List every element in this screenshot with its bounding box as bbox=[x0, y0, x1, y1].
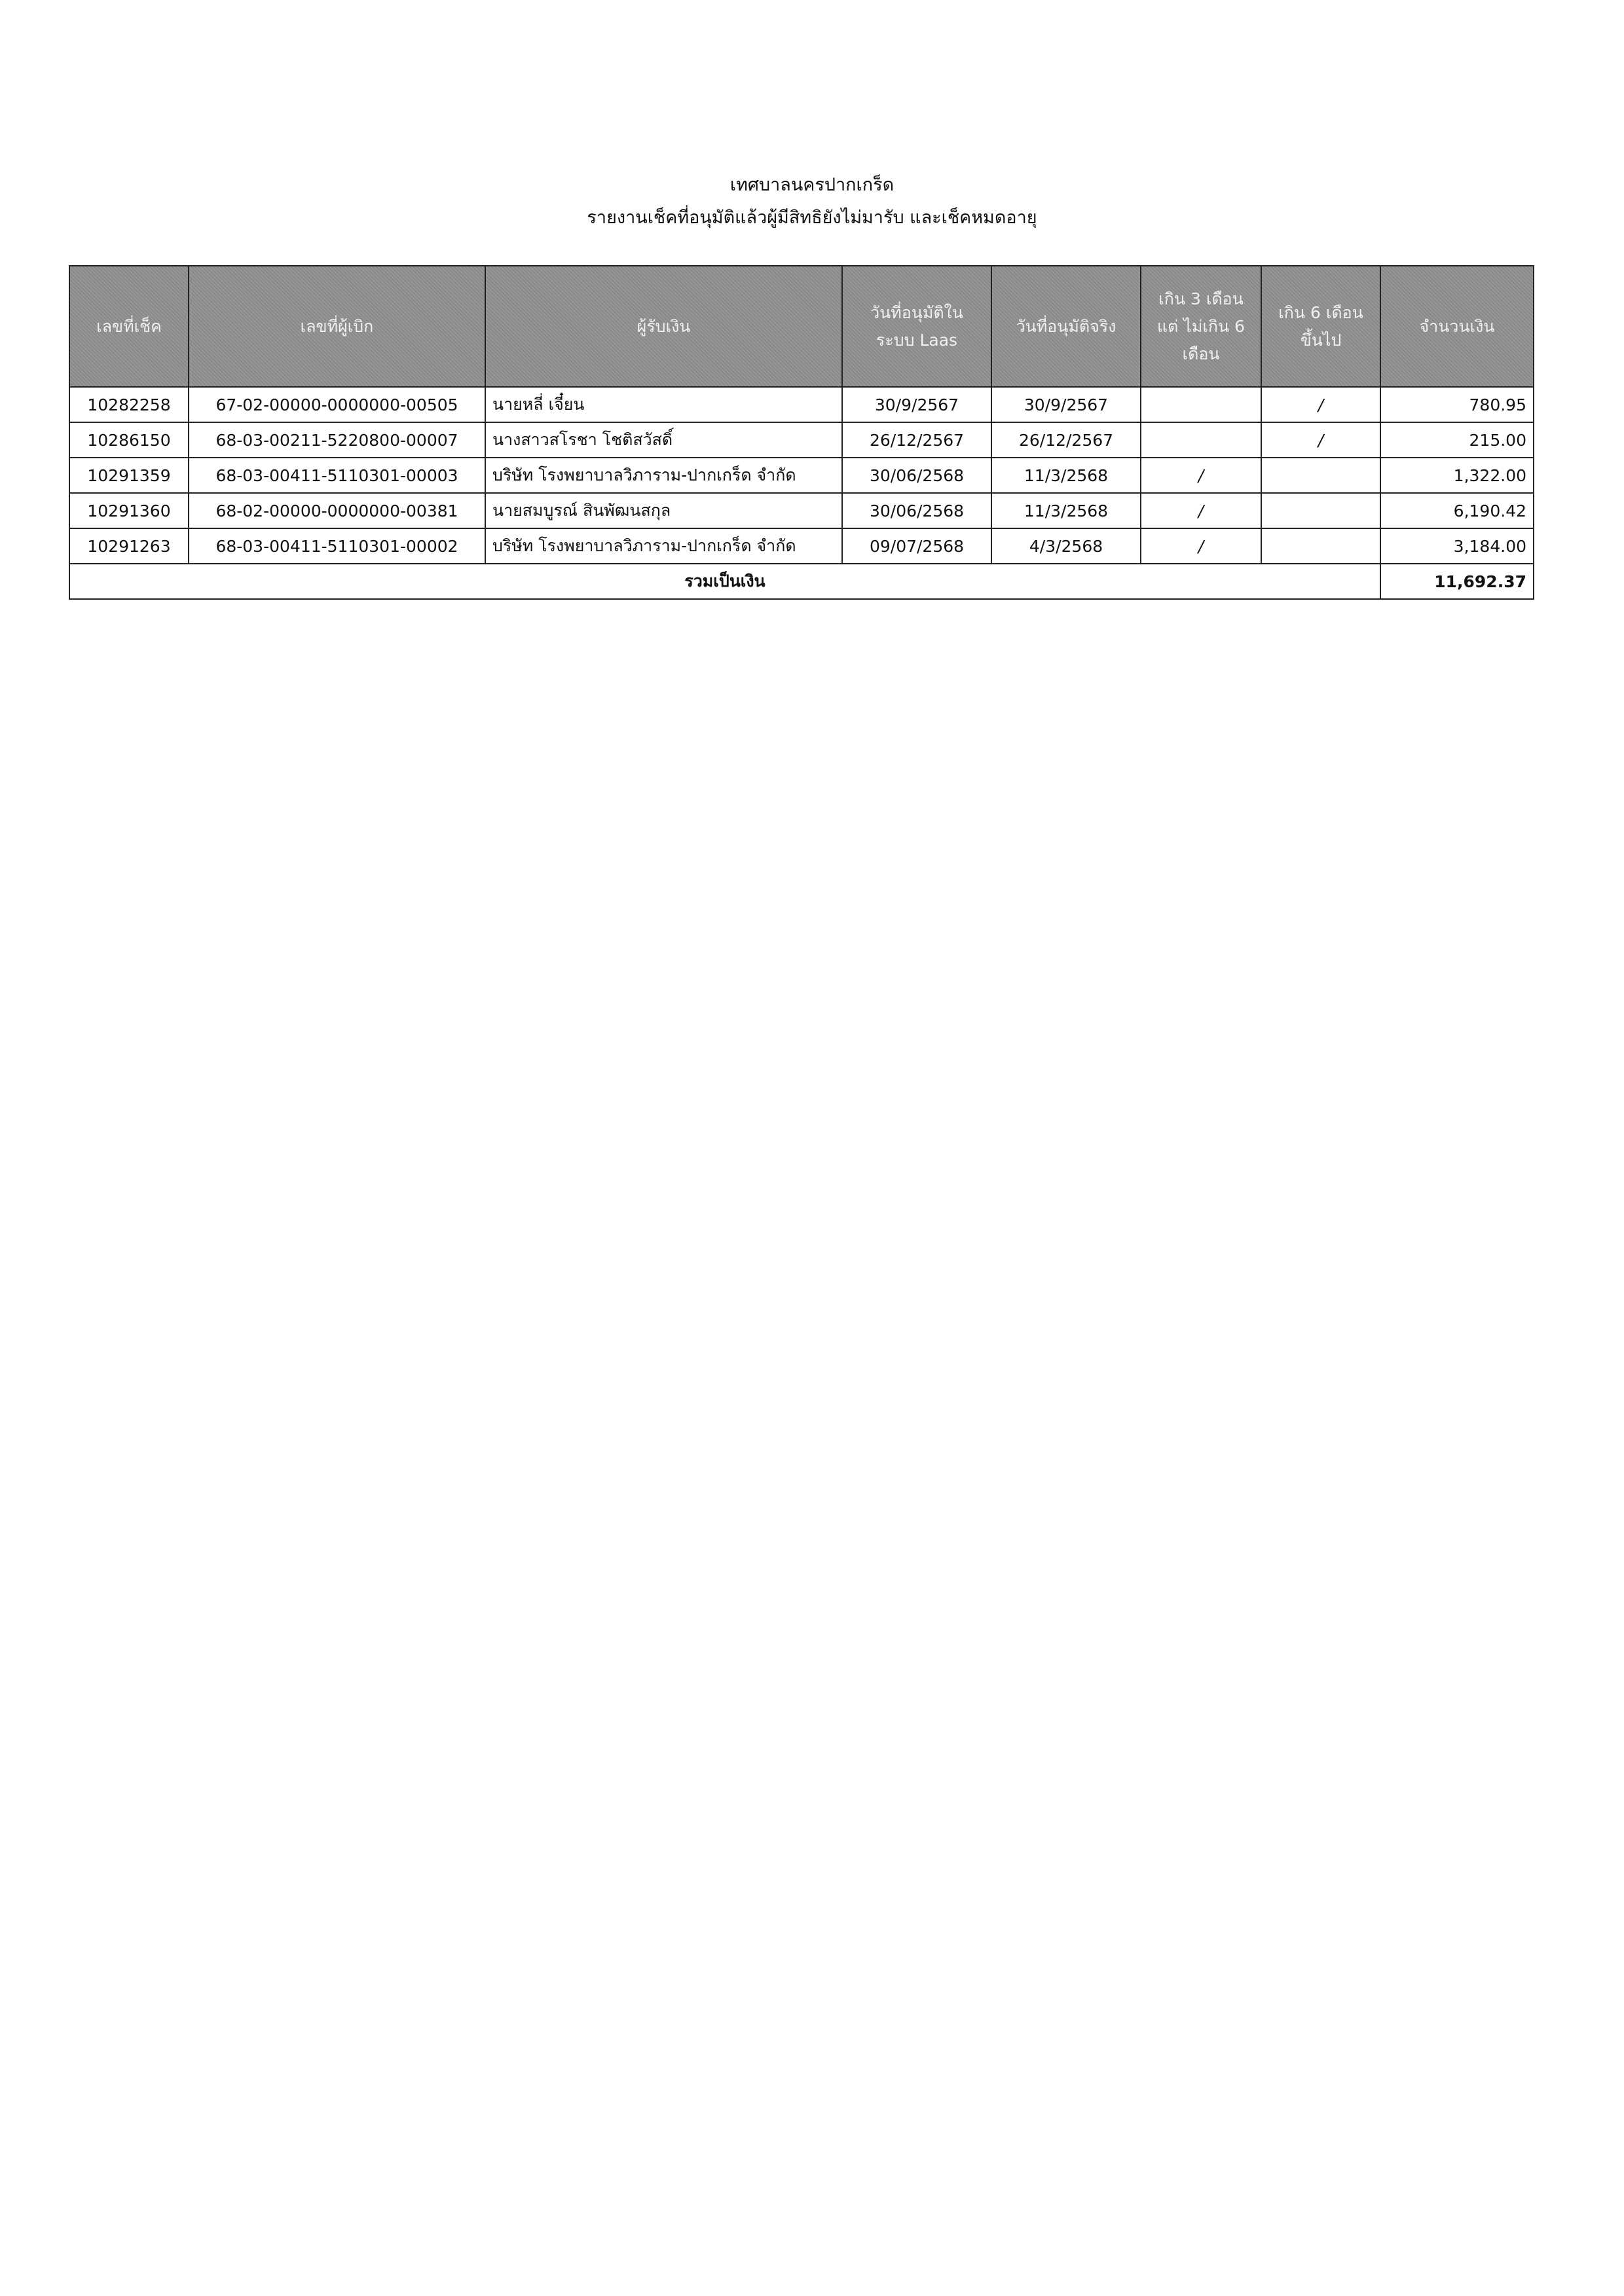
cell-amount: 3,184.00 bbox=[1380, 528, 1534, 564]
cell-approved-actual: 4/3/2568 bbox=[991, 528, 1141, 564]
total-label: รวมเป็นเงิน bbox=[69, 564, 1380, 599]
table-row bbox=[69, 458, 1534, 493]
table-row bbox=[69, 422, 1534, 458]
cell-approved-actual: 11/3/2568 bbox=[991, 458, 1141, 493]
cell-payer-no: 68-03-00411-5110301-00002 bbox=[189, 528, 485, 564]
cell-payer-no: 68-02-00000-0000000-00381 bbox=[189, 493, 485, 528]
cell-payee: บริษัท โรงพยาบาลวิภาราม-ปากเกร็ด จำกัด bbox=[485, 458, 842, 493]
check-report-table bbox=[69, 265, 1534, 600]
cell-over-3-months: / bbox=[1141, 458, 1261, 493]
cell-payer-no: 67-02-00000-0000000-00505 bbox=[189, 387, 485, 422]
cell-approved-laas: 30/06/2568 bbox=[842, 458, 991, 493]
column-header-payee: ผู้รับเงิน bbox=[485, 266, 842, 387]
column-header-check-no: เลขที่เช็ค bbox=[69, 266, 189, 387]
cell-over-6-months bbox=[1261, 528, 1380, 564]
total-amount: 11,692.37 bbox=[1380, 564, 1534, 599]
cell-approved-laas: 30/9/2567 bbox=[842, 387, 991, 422]
cell-check-no: 10291359 bbox=[69, 458, 189, 493]
cell-over-6-months: / bbox=[1261, 422, 1380, 458]
column-header-over-3-months: เกิน 3 เดือน แต่ ไม่เกิน 6 เดือน bbox=[1141, 266, 1261, 387]
cell-amount: 1,322.00 bbox=[1380, 458, 1534, 493]
cell-over-3-months: / bbox=[1141, 493, 1261, 528]
cell-check-no: 10282258 bbox=[69, 387, 189, 422]
report-title: รายงานเช็คที่อนุมัติแล้วผู้มีสิทธิยังไม่มารับ และเช็คหมดอายุ bbox=[587, 208, 1037, 228]
cell-over-3-months bbox=[1141, 422, 1261, 458]
cell-payer-no: 68-03-00411-5110301-00003 bbox=[189, 458, 485, 493]
column-header-approved-laas: วันที่อนุมัติใน ระบบ Laas bbox=[842, 266, 991, 387]
cell-approved-actual: 26/12/2567 bbox=[991, 422, 1141, 458]
table-row bbox=[69, 493, 1534, 528]
cell-amount: 6,190.42 bbox=[1380, 493, 1534, 528]
report-header bbox=[0, 169, 1624, 234]
column-header-payer-no: เลขที่ผู้เบิก bbox=[189, 266, 485, 387]
cell-check-no: 10291360 bbox=[69, 493, 189, 528]
cell-payee: บริษัท โรงพยาบาลวิภาราม-ปากเกร็ด จำกัด bbox=[485, 528, 842, 564]
total-row bbox=[69, 564, 1534, 599]
cell-amount: 215.00 bbox=[1380, 422, 1534, 458]
cell-over-3-months bbox=[1141, 387, 1261, 422]
column-header-approved-actual: วันที่อนุมัติจริง bbox=[991, 266, 1141, 387]
cell-amount: 780.95 bbox=[1380, 387, 1534, 422]
cell-over-6-months bbox=[1261, 458, 1380, 493]
organization-name: เทศบาลนครปากเกร็ด bbox=[729, 175, 895, 195]
cell-check-no: 10286150 bbox=[69, 422, 189, 458]
column-header-amount: จำนวนเงิน bbox=[1380, 266, 1534, 387]
column-header-over-6-months: เกิน 6 เดือน ขึ้นไป bbox=[1261, 266, 1380, 387]
cell-over-6-months bbox=[1261, 493, 1380, 528]
cell-payee: นายหลี่ เจี๋ยน bbox=[485, 387, 842, 422]
cell-over-6-months: / bbox=[1261, 387, 1380, 422]
cell-payee: นางสาวสโรชา โชติสวัสดิ์ bbox=[485, 422, 842, 458]
table-row bbox=[69, 528, 1534, 564]
cell-over-3-months: / bbox=[1141, 528, 1261, 564]
table-row bbox=[69, 387, 1534, 422]
cell-approved-laas: 26/12/2567 bbox=[842, 422, 991, 458]
cell-approved-laas: 09/07/2568 bbox=[842, 528, 991, 564]
cell-check-no: 10291263 bbox=[69, 528, 189, 564]
table-header-row bbox=[69, 266, 1534, 387]
cell-approved-actual: 30/9/2567 bbox=[991, 387, 1141, 422]
cell-payer-no: 68-03-00211-5220800-00007 bbox=[189, 422, 485, 458]
cell-approved-laas: 30/06/2568 bbox=[842, 493, 991, 528]
cell-payee: นายสมบูรณ์ สินพัฒนสกุล bbox=[485, 493, 842, 528]
cell-approved-actual: 11/3/2568 bbox=[991, 493, 1141, 528]
